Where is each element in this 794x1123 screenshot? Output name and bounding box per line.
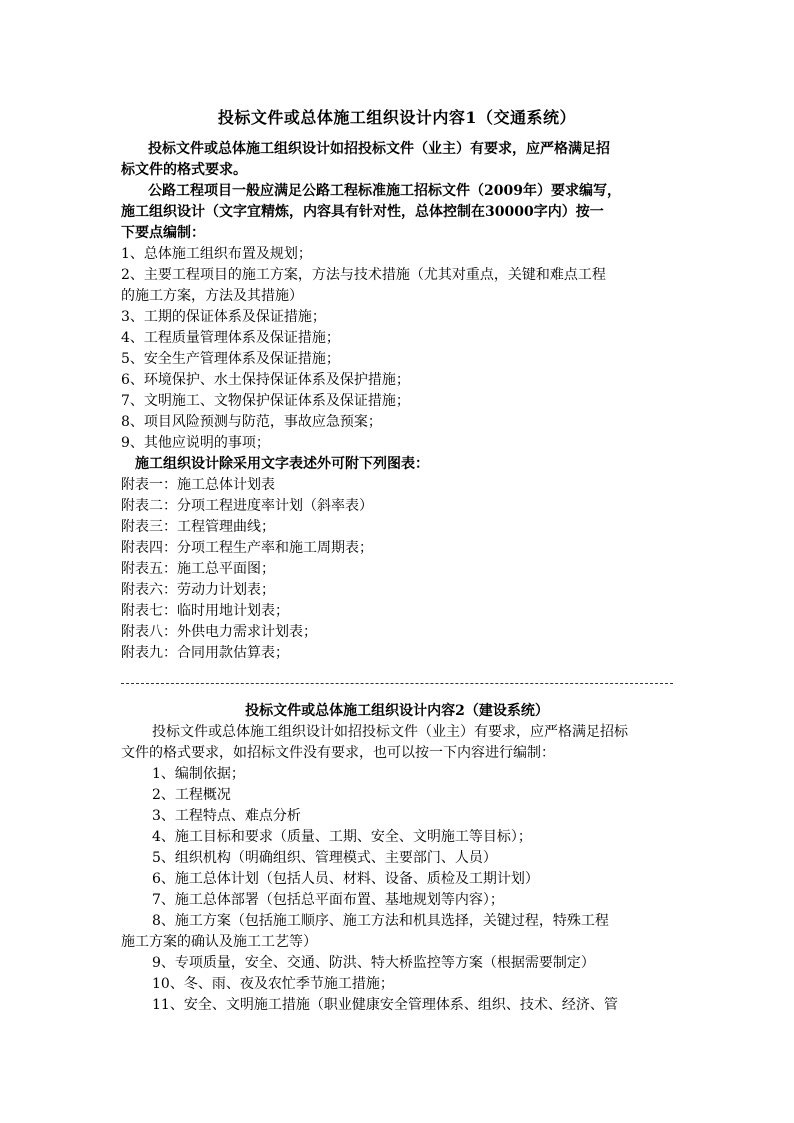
section2-item: 4、施工目标和要求（质量、工期、安全、文明施工等目标）； [152,829,532,845]
section1-intro-line-1: 投标文件或总体施工组织设计如招投标文件（业主）有要求，应严格满足招 [148,141,610,157]
section1-item: 4、工程质量管理体系及保证措施； [121,330,340,346]
section2-item: 11、安全、文明施工措施（职业健康安全管理体系、组织、技术、经济、管 [152,997,618,1013]
section2-item: 10、冬、雨、夜及农忙季节施工措施； [152,976,394,992]
appendix-table-item: 附表二：分项工程进度率计划（斜率表） [121,498,373,514]
appendix-table-item: 附表三：工程管理曲线； [121,519,275,535]
section2-item: 5、组织机构（明确组织、管理模式、主要部门、人员） [152,850,497,866]
section1-item: 2、主要工程项目的施工方案，方法与技术措施（尤其对重点，关键和难点工程 [121,267,606,283]
appendix-table-item: 附表八：外供电力需求计划表； [121,624,317,640]
section1-item: 7、文明施工、文物保护保证体系及保证措施； [121,393,410,409]
appendix-table-item: 附表四：分项工程生产率和施工周期表； [121,540,373,556]
section1-para2-line-1: 公路工程项目一般应满足公路工程标准施工招标文件（2009年）要求编写， [148,183,621,199]
section-divider [121,683,673,684]
section2-intro-line-1: 投标文件或总体施工组织设计如招投标文件（业主）有要求，应严格满足招标 [152,724,628,740]
appendix-table-item: 附表五：施工总平面图； [121,561,275,577]
section1-para2-line-3: 下要点编制： [121,225,205,241]
section1-item: 3、工期的保证体系及保证措施； [121,309,326,325]
section2-item: 9、专项质量，安全、交通、防洪、特大桥监控等方案（根据需要制定） [152,955,595,971]
section1-intro-line-2: 标文件的格式要求。 [121,162,247,178]
section2-item: 3、工程特点、难点分析 [152,808,301,824]
appendix-table-item: 附表七：临时用地计划表； [121,603,289,619]
section1-item: 6、环境保护、水土保持保证体系及保护措施； [121,372,410,388]
section2-item: 6、施工总体计划（包括人员、材料、设备、质检及工期计划） [152,871,539,887]
section2-item: 8、施工方案（包括施工顺序、施工方法和机具选择，关键过程，特殊工程 [152,913,609,929]
section2-intro-line-2: 文件的格式要求，如招标文件没有要求，也可以按一下内容进行编制： [121,745,555,761]
section1-item: 的施工方案，方法及其措施） [121,288,303,304]
section2-title: 投标文件或总体施工组织设计内容2（建设系统） [245,703,549,719]
section2-item: 1、编制依据； [152,766,245,782]
appendix-table-item: 附表九：合同用款估算表； [121,645,289,661]
section2-item: 7、施工总体部署（包括总平面布置、基地规划等内容）； [152,892,504,908]
section1-para2-line-2: 施工组织设计（文字宜精炼，内容具有针对性，总体控制在30000字内）按一 [121,204,604,220]
appendix-table-item: 附表一：施工总体计划表 [121,477,275,493]
section2-item: 2、工程概况 [152,787,231,803]
section2-item: 施工方案的确认及施工工艺等） [121,934,317,950]
section1-item: 8、项目风险预测与防范，事故应急预案； [121,414,382,430]
section1-title: 投标文件或总体施工组织设计内容1（交通系统） [217,108,577,127]
section1-chart-heading: 施工组织设计除采用文字表述外可附下列图表： [135,456,429,472]
section1-item: 5、安全生产管理体系及保证措施； [121,351,340,367]
appendix-table-item: 附表六：劳动力计划表； [121,582,275,598]
section1-item: 9、其他应说明的事项； [121,435,270,451]
section1-item: 1、总体施工组织布置及规划； [121,246,312,262]
